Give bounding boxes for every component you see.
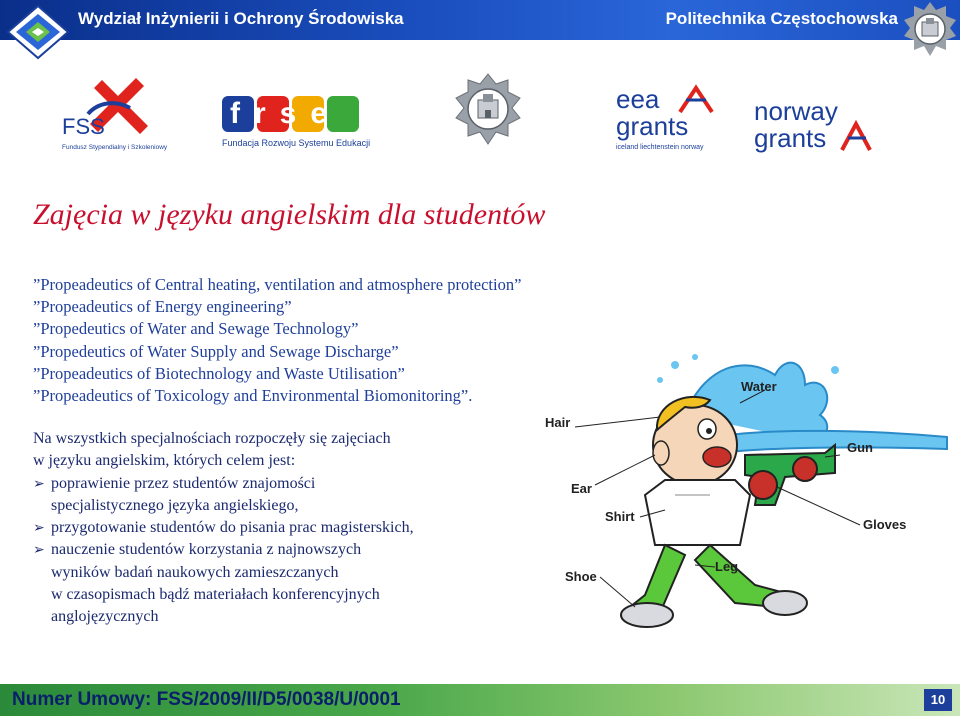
arrow-bullet-icon: ➢ xyxy=(33,520,45,537)
course-item: ”Propeadeutics of Biotechnology and Waste Utilisation” xyxy=(33,363,405,383)
norway-grants-logo xyxy=(754,98,884,158)
label-hair: Hair xyxy=(545,415,571,430)
sponsor-logos xyxy=(0,68,960,168)
norway-grants-wordmark: grants xyxy=(754,123,827,153)
university-title: Politechnika Częstochowska xyxy=(665,9,898,28)
bullet-line: nauczenie studentów korzystania z najnowszych xyxy=(51,541,362,559)
eea-grants-wordmark: grants xyxy=(616,111,689,141)
contract-number: Numer Umowy: FSS/2009/II/D5/0038/U/0001 xyxy=(12,689,401,710)
fss-logo xyxy=(58,74,168,160)
bullet-line: przygotowanie studentów do pisania prac magisterskich, xyxy=(51,519,414,537)
norway-wordmark: norway xyxy=(754,96,838,126)
eea-swoosh-icon xyxy=(676,84,716,118)
frse-logo xyxy=(222,96,372,156)
bullet-line: specjalistycznego języka angielskiego, xyxy=(51,496,299,514)
objectives-paragraph xyxy=(33,428,533,629)
course-item: ”Propeadeutics of Central heating, ventilation and atmosphere protection” xyxy=(33,275,522,294)
cartoon-illustration xyxy=(535,345,955,635)
bullet-line: w czasopismach bądź materiałach konferencyjnych xyxy=(51,586,380,604)
course-item: ”Propeadeutics of Energy engineering” xyxy=(33,297,292,317)
norway-swoosh-icon xyxy=(840,120,874,154)
label-leg: Leg xyxy=(715,559,739,574)
label-water: Water xyxy=(741,379,777,394)
objective-bullet xyxy=(33,539,533,561)
frse-wordmark: frse xyxy=(230,97,342,130)
label-shirt: Shirt xyxy=(605,509,635,524)
objective-bullet xyxy=(33,517,533,539)
arrow-bullet-icon: ➢ xyxy=(33,475,45,492)
course-list xyxy=(33,274,521,407)
header-bar xyxy=(0,0,960,40)
fss-wordmark: FSS xyxy=(62,114,105,139)
course-item: ”Propeadeutics of Toxicology and Environmental Biomonitoring”. xyxy=(33,386,473,406)
page-number: 10 xyxy=(924,689,952,711)
eea-grants-logo xyxy=(616,86,716,156)
label-shoe: Shoe xyxy=(565,569,597,584)
eea-wordmark: eea xyxy=(616,84,660,114)
footer-bar xyxy=(0,684,960,716)
course-item: ”Propedeutics of Water and Sewage Technology” xyxy=(33,319,359,339)
arrow-bullet-icon: ➢ xyxy=(33,542,45,559)
bullet-line: wyników badań naukowych zamieszczanych xyxy=(51,563,339,581)
slide-title: Zajęcia w języku angielskim dla studentów xyxy=(33,198,546,231)
bullet-line: poprawienie przez studentów znajomości xyxy=(51,474,316,492)
faculty-title: Wydział Inżynierii i Ochrony Środowiska xyxy=(78,9,404,28)
label-ear: Ear xyxy=(571,481,592,496)
fss-caption: Fundusz Stypendialny i Szkoleniowy xyxy=(62,144,168,151)
label-gun: Gun xyxy=(847,440,873,455)
label-gloves: Gloves xyxy=(863,517,907,532)
bullet-line: anglojęzycznych xyxy=(51,608,159,626)
university-crest-icon xyxy=(902,0,958,64)
intro-line: Na wszystkich specjalnościach rozpoczęły się zajęciach xyxy=(33,430,391,447)
frse-caption: Fundacja Rozwoju Systemu Edukacji xyxy=(222,138,371,148)
eea-caption: iceland liechtenstein norway xyxy=(616,144,704,151)
university-crest-logo xyxy=(454,72,522,152)
objective-bullet xyxy=(33,473,533,495)
faculty-diamond-logo xyxy=(6,4,70,60)
intro-line: w języku angielskim, których celem jest: xyxy=(33,452,296,470)
course-item: ”Propedeutics of Water Supply and Sewage Discharge” xyxy=(33,341,399,361)
